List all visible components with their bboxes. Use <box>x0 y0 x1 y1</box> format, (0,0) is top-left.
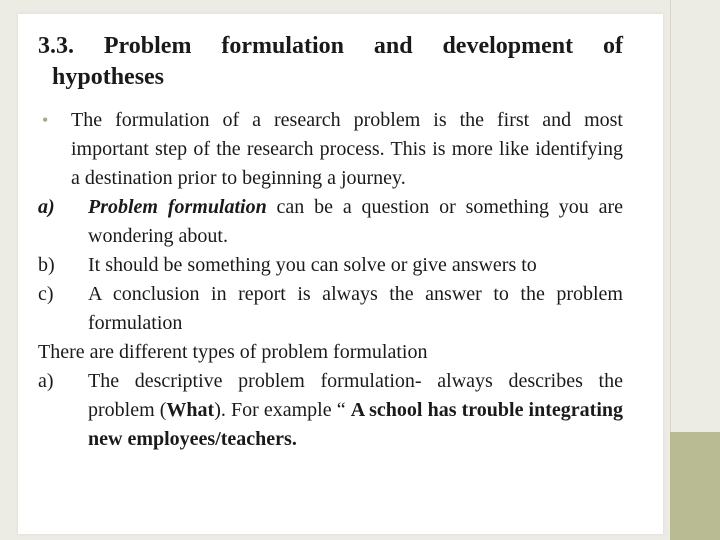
list-text-a: can be a question or something you are wondering about. <box>88 196 624 247</box>
list-marker-a: a) <box>38 196 55 218</box>
list-marker-c: c) <box>38 283 54 305</box>
list-text-c: A conclusion in report is always the answer to the problem formulation <box>88 283 623 334</box>
slide-title <box>38 31 623 93</box>
list-item-b <box>38 251 623 280</box>
list-marker-descriptive: a) <box>38 370 54 392</box>
title-line-1: 3.3. Problem formulation and development of <box>38 33 623 59</box>
accent-block <box>670 432 720 540</box>
example-text: A school has trouble integrating new employees/teachers. <box>88 399 623 450</box>
bullet-paragraph <box>38 106 623 193</box>
list-item-descriptive <box>38 367 623 454</box>
slide-body <box>38 106 623 454</box>
emphasis-what: What <box>166 399 215 421</box>
list-text-b: It should be something you can solve or give answers to <box>88 254 537 276</box>
list-text-descriptive-mid: ). For example “ <box>214 399 351 421</box>
emphasis-problem-formulation: Problem formulation <box>88 196 267 218</box>
list-marker-b: b) <box>38 254 55 276</box>
list-item-a <box>38 193 623 251</box>
bullet-icon: • <box>42 110 49 130</box>
types-intro: There are different types of problem formulation <box>38 341 428 363</box>
title-line-2: hypotheses <box>52 64 165 90</box>
list-text-descriptive: The descriptive problem formulation- always describes the problem ( <box>88 370 623 421</box>
bullet-text: The formulation of a research problem is the first and most important step of the research process. This is more like identifying a destination prior to beginning a journey. <box>71 109 623 189</box>
list-item-c <box>38 280 623 338</box>
